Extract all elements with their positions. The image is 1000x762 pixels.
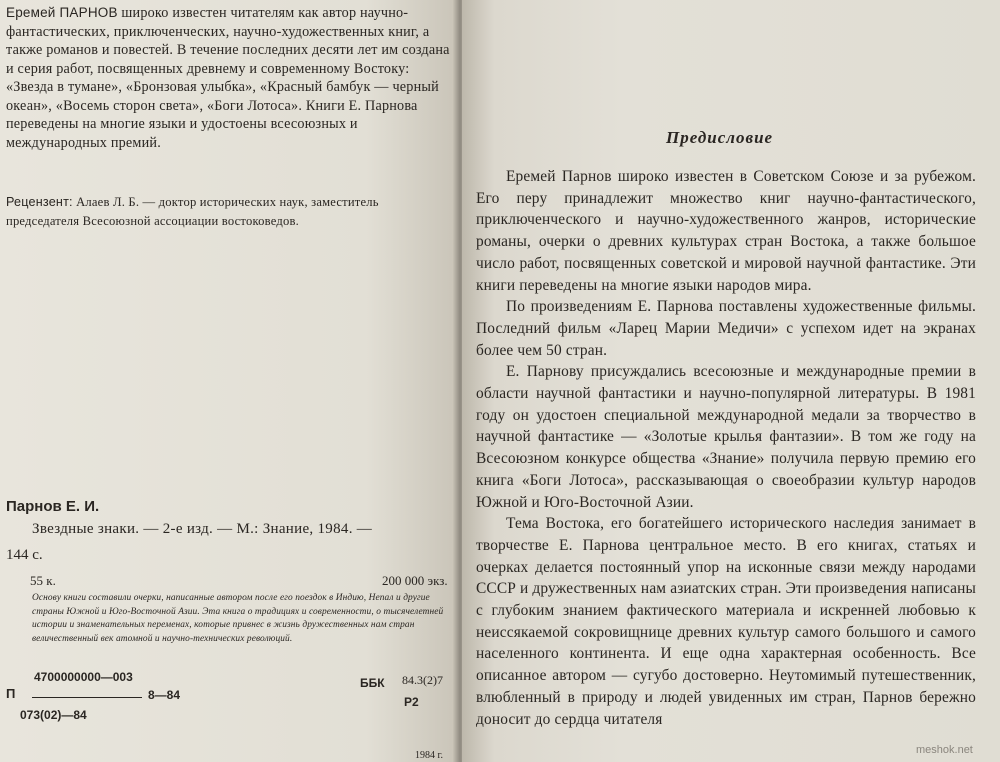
- book-abstract: Основу книги составили очерки, написанные автором после его поездок в Индию, Непал и другие страны Южной и Юго-Восточной Азии. Эта книга о традициях и современности, о тысячелетней истории и знаменательных переменах, которые привнес в жизнь дружественных нам стран величественный век атомной и научно-технических революций.: [32, 593, 444, 644]
- print-run: 200 000 экз.: [382, 573, 448, 588]
- bbk-sub: Р2: [404, 695, 419, 709]
- preface-paragraph: Е. Парнову присуждались всесоюзные и международные премии в области научной фантастики и научно-популярной литературы. В 1981 году он удостоен специальной международной медали за творчество в научной фантастике — «Золотые крылья фантазии». В том же году на Всесоюзном конкурсе общества «Знание» получила первую премию его книга «Боги Лотоса», рассказывающая о своеобразии культур народов Южной и Юго-Восточной Азии.: [476, 363, 976, 511]
- left-page: [0, 0, 458, 762]
- bibliography-line: Звездные знаки. — 2-е изд. — М.: Знание, 1984. —: [32, 521, 373, 537]
- preface-paragraph: По произведениям Е. Парнова поставлены художественные фильмы. Последний фильм «Ларец Марии Медичи» с успехом идет на экранах более чем 50 стран.: [476, 298, 976, 359]
- code-letter: П: [6, 686, 16, 701]
- code-series: 073(02)—84: [20, 708, 87, 722]
- reviewer-label: Рецензент:: [6, 195, 73, 209]
- preface-paragraph: Тема Востока, его богатейшего исторического наследия занимает в творчестве Е. Парнова центральное место. В его книгах, статьях и очерках делается постоянный упор на исконные связи между народами СССР и дружественных нам азиатских стран. Эти произведения написаны с глубоким знанием фактического материала и искренней любовью к неиссякаемой сокровищнице древних культур самого большого и самого населенного континента. И еще одна характерная особенность. Все описанное автором — сугубо достоверно. Неутомимый путешественник, влюбленный в природу и людей увиденных им стран, Парнов бережно доносит до сердца читателя: [476, 515, 976, 728]
- bbk-value: 84.3(2)7: [402, 673, 443, 687]
- code-divider: [32, 697, 142, 698]
- annotation-text: широко известен читателям как автор научно-фантастических, приключенческих, научно-художественных книг, а также романов и повестей. В течение последних десяти лет им создана и серия работ, посвященных древнему и современному Востоку: «Звезда в тумане», «Бронзовая улыбка», «Красный бамбук — черный океан», «Восемь сторон света», «Боги Лотоса». Книги Е. Парнова переведены на многие языки и удостоены всесоюзных и международных премий.: [6, 5, 450, 151]
- annotation-author: Еремей ПАРНОВ: [6, 5, 118, 20]
- reviewer: [6, 193, 454, 231]
- code-date: 8—84: [148, 688, 181, 702]
- bibliography-heading: Парнов Е. И.: [6, 498, 100, 515]
- price: 55 к.: [30, 573, 56, 588]
- watermark: meshok.net: [916, 744, 973, 756]
- code-number: 4700000000—003: [34, 670, 133, 684]
- bibliography-pages: 144 с.: [6, 547, 43, 563]
- corner-text: 1984 г.: [415, 750, 443, 761]
- reviewer-text: Алаев Л. Б. — доктор исторических наук, заместитель председателя Всесоюзной ассоциации востоковедов.: [6, 195, 379, 228]
- bbk-label: ББК: [360, 676, 385, 690]
- preface-paragraph: Еремей Парнов широко известен в Советском Союзе и за рубежом. Его перу принадлежит множество книг научно-фантастического, приключенческого и научно-художественного жанров, исторические романы, очерки о древних культурах стран Востока, а также большое число работ, посвященных советской и мировой научной фантастике. Эти книги переведены на многие языки народов мира.: [476, 168, 976, 294]
- preface-title: Предисловие: [666, 128, 774, 147]
- annotation: [6, 4, 454, 152]
- preface-body: [476, 166, 976, 730]
